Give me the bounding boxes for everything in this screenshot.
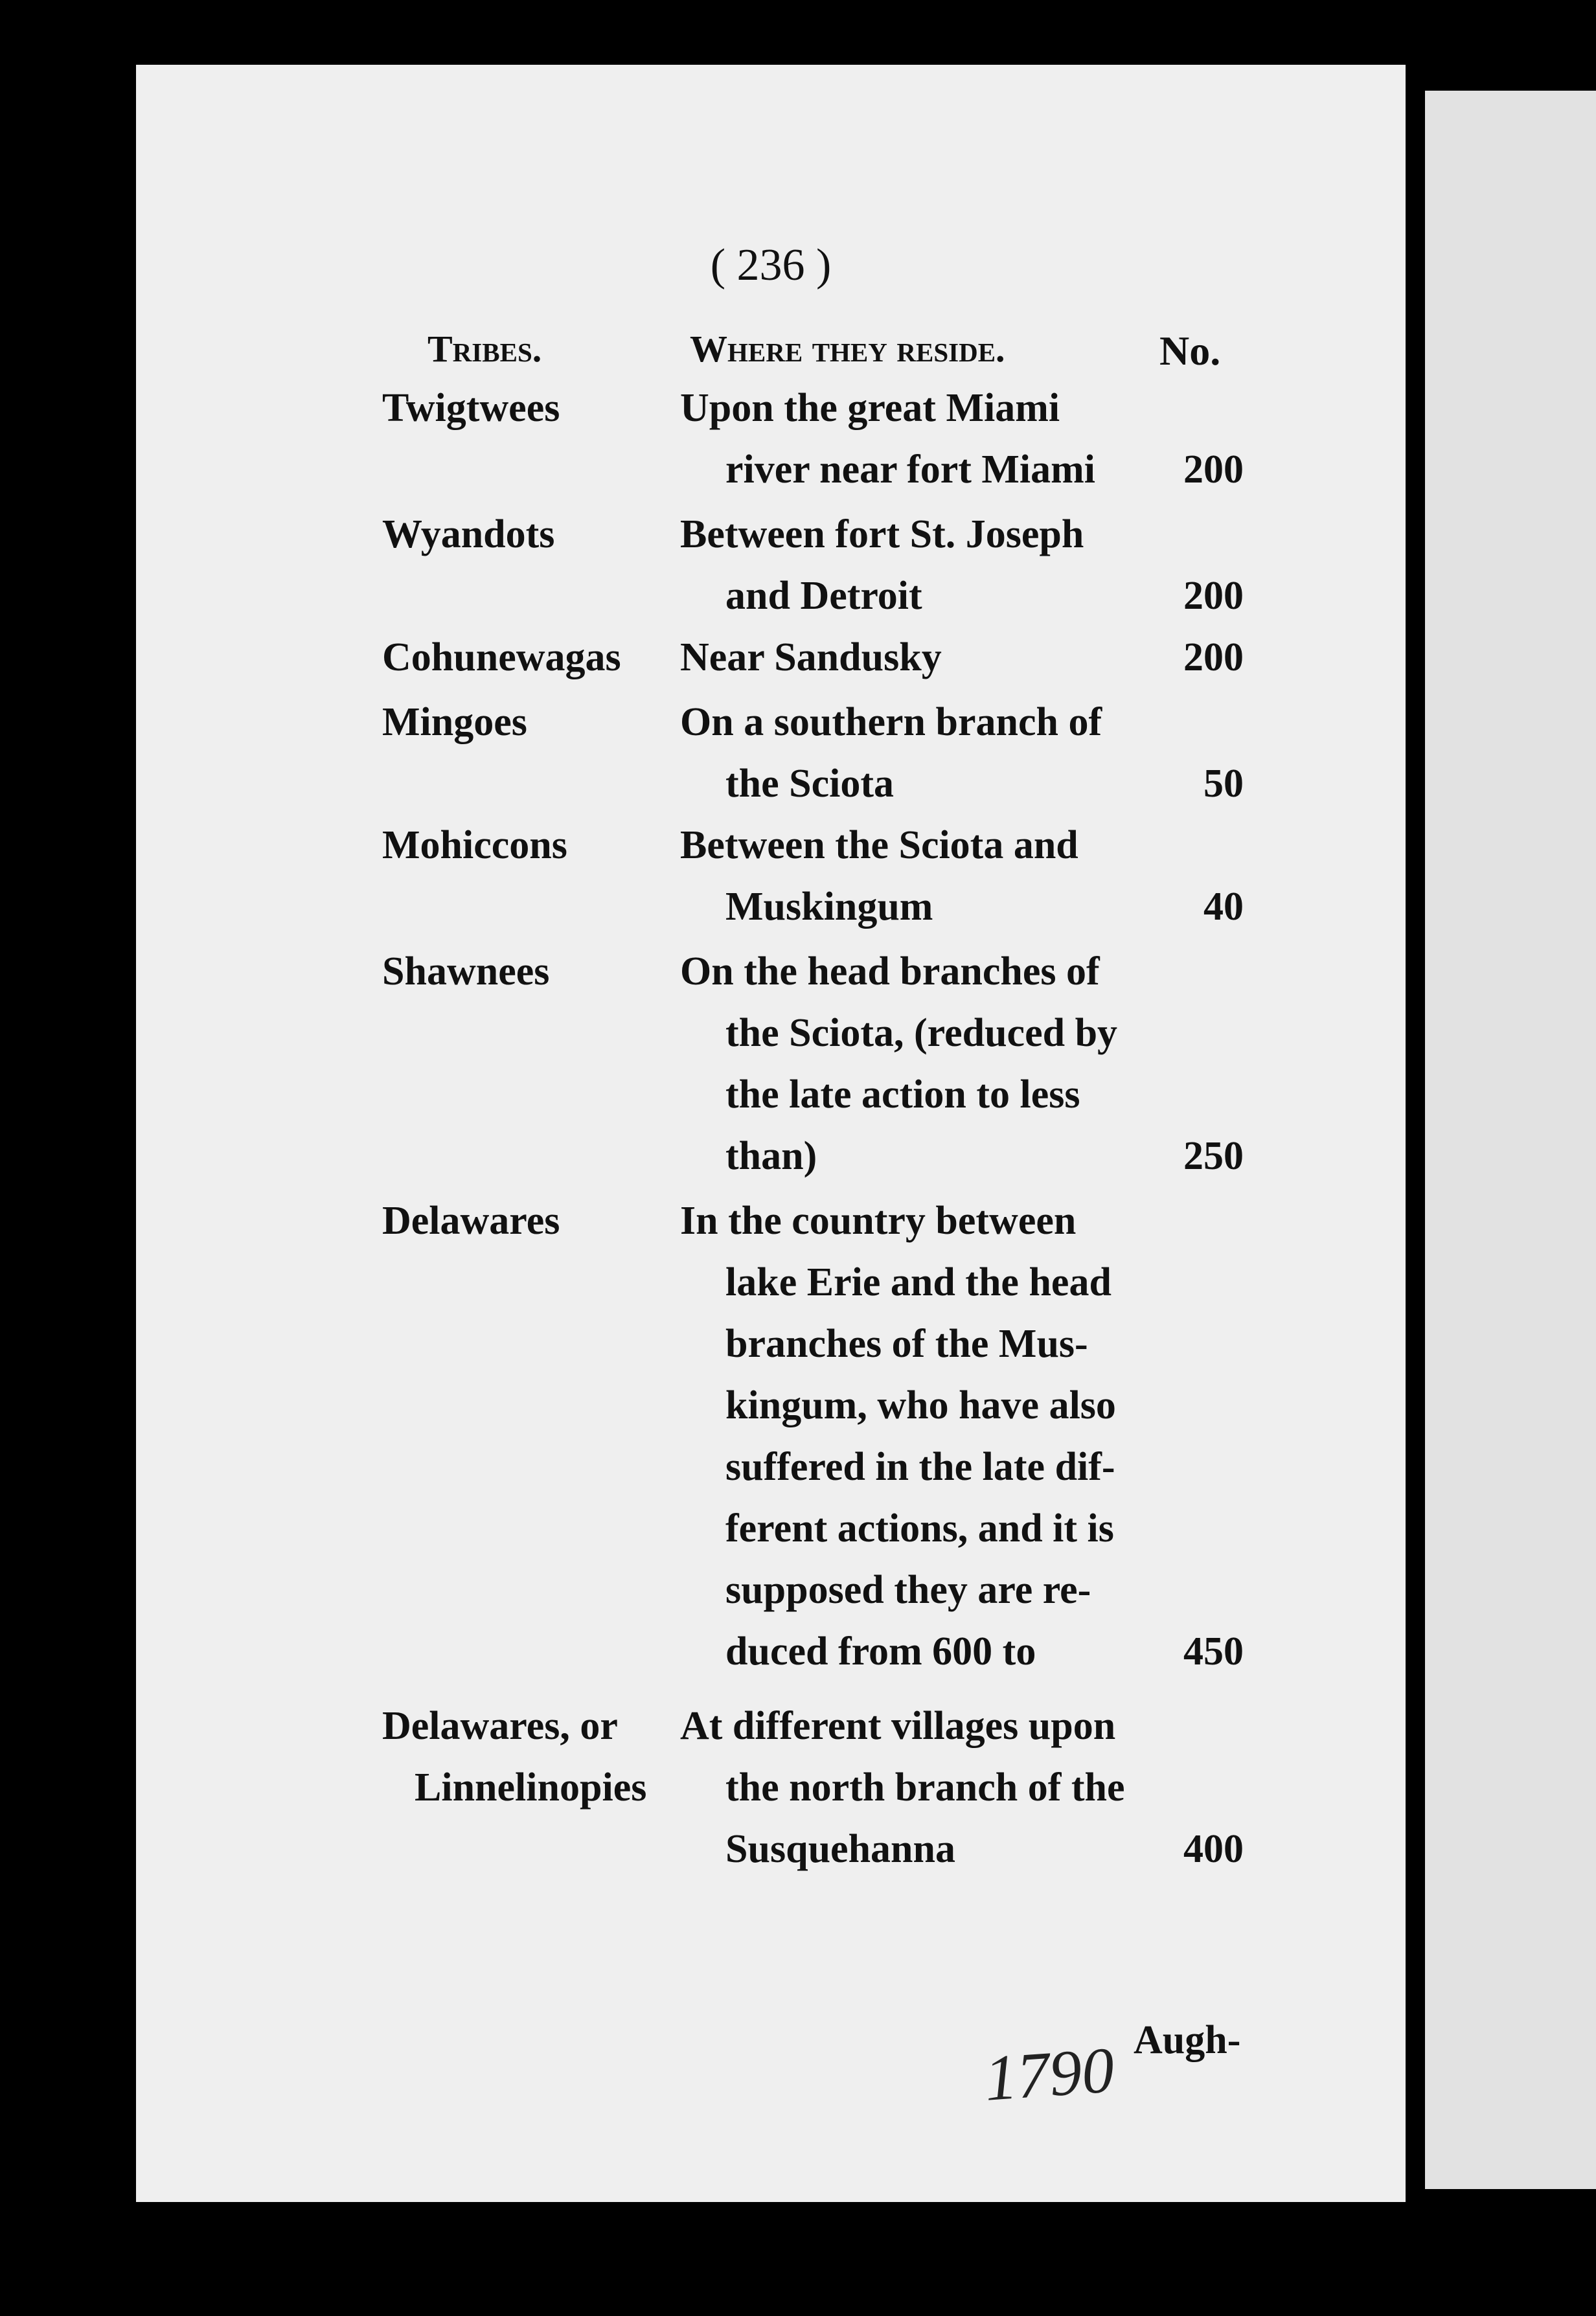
tribe-name: Twigtwees [382,386,560,430]
tribe-name: Linnelinopies [415,1765,647,1810]
residence-line: On the head branches of [680,949,1100,993]
tribe-number: 250 [1183,1134,1244,1178]
residence-line: suffered in the late dif- [725,1445,1115,1489]
column-heading-tribes: Tribes. [428,328,542,370]
residence-line: In the country between [680,1199,1077,1243]
page-number: ( 236 ) [710,240,832,290]
column-heading-reside: Where they reside. [690,328,1005,370]
tribe-number: 200 [1183,574,1244,618]
residence-line: and Detroit [725,574,922,618]
handwritten-year: 1790 [982,2034,1117,2115]
tribe-name: Mingoes [382,700,527,744]
tribe-name: Cohunewagas [382,635,621,679]
tribe-name: Mohiccons [382,823,567,867]
residence-line: the north branch of the [725,1765,1125,1810]
residence-line: the Sciota [725,762,895,806]
residence-line: the late action to less [725,1073,1080,1117]
residence-line: duced from 600 to [725,1629,1036,1674]
residence-line: supposed they are re- [725,1568,1091,1612]
residence-line: the Sciota, (reduced by [725,1011,1118,1055]
residence-line: Near Sandusky [680,635,942,679]
tribe-number: 400 [1183,1827,1244,1871]
tribe-number: 50 [1203,762,1244,806]
book-page [136,65,1406,2202]
residence-line: Susquehanna [725,1827,956,1871]
residence-line: Between fort St. Joseph [680,512,1084,556]
adjacent-page [1425,91,1596,2189]
tribe-number: 200 [1183,635,1244,679]
tribe-name: Delawares [382,1199,560,1243]
tribe-name: Wyandots [382,512,555,556]
residence-line: branches of the Mus- [725,1322,1088,1366]
residence-line: Muskingum [725,885,933,929]
tribe-number: 40 [1203,885,1244,929]
residence-line: At different villages upon [680,1704,1116,1748]
residence-line: Upon the great Miami [680,386,1060,430]
residence-line: kingum, who have also [725,1383,1116,1427]
residence-line: lake Erie and the head [725,1260,1112,1304]
tribe-name: Shawnees [382,949,550,993]
residence-line: On a southern branch of [680,700,1102,744]
catchword: Augh- [1134,2018,1241,2062]
tribe-number: 200 [1183,448,1244,492]
residence-line: river near fort Miami [725,448,1095,492]
column-heading-number: No. [1159,328,1221,374]
residence-line: ferent actions, and it is [725,1506,1114,1550]
tribe-name: Delawares, or [382,1704,618,1748]
residence-line: than) [725,1134,817,1178]
tribe-number: 450 [1183,1629,1244,1674]
residence-line: Between the Sciota and [680,823,1078,867]
